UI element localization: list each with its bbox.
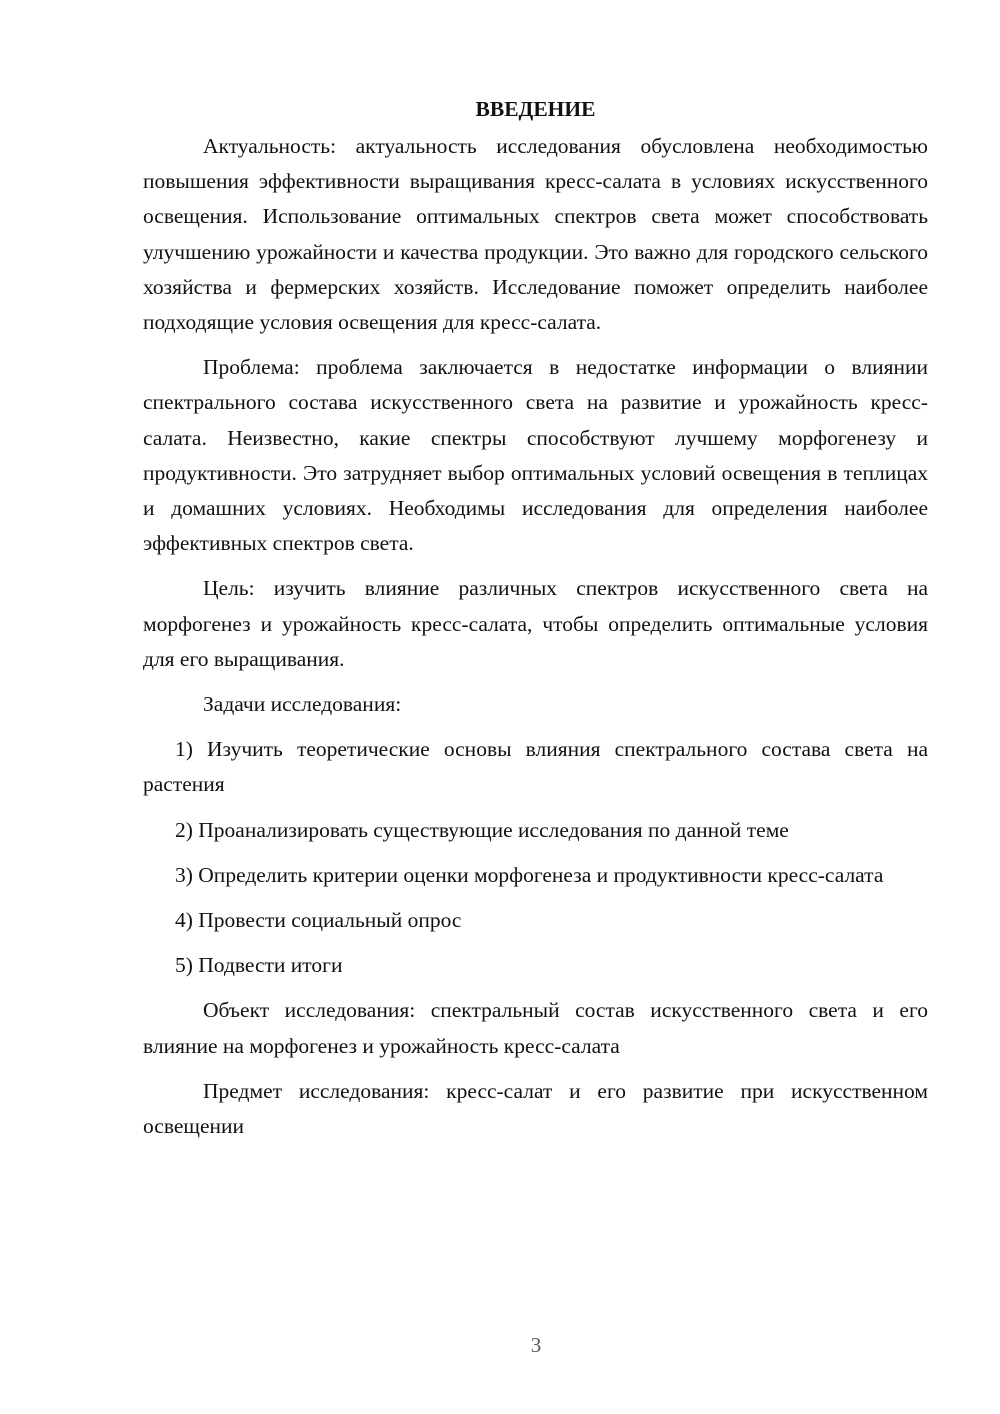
page-content xyxy=(143,92,928,1154)
goal-paragraph: Цель: изучить влияние различных спектров искусственного света на морфогенез и урожайность кресс-салата, чтобы определить оптимальные условия для его выращивания. xyxy=(143,576,928,671)
object-paragraph: Объект исследования: спектральный состав искусственного света и его влияние на морфогенез и урожайность кресс-салата xyxy=(143,998,928,1058)
page-number: 3 xyxy=(530,1333,542,1357)
section-heading: ВВЕДЕНИЕ xyxy=(475,97,596,121)
task-item-5: 5) Подвести итоги xyxy=(175,953,343,978)
task-item-4: 4) Провести социальный опрос xyxy=(175,908,462,933)
relevance-paragraph: Актуальность: актуальность исследования обусловлена необходимостью повышения эффективности выращивания кресс-салата в условиях искусственного освещения. Использование оптимальных спектров света может способствовать улучшению урожайности и качества продукции. Это важно для городского сельского хозяйства и фермерских хозяйств. Исследование поможет определить наиболее подходящие условия освещения для кресс-салата. xyxy=(143,134,928,335)
task-item-1: 1) Изучить теоретические основы влияния спектрального состава света на растения xyxy=(143,737,928,797)
problem-paragraph: Проблема: проблема заключается в недостатке информации о влиянии спектрального состава искусственного света на развитие и урожайность кресс-салата. Неизвестно, какие спектры способствуют лучшему морфогенезу и продуктивности. Это затрудняет выбор оптимальных условий освещения в теплицах и домашних условиях. Необходимы исследования для определения наиболее эффективных спектров света. xyxy=(143,355,928,556)
task-item-3: 3) Определить критерии оценки морфогенеза и продуктивности кресс-салата xyxy=(175,862,884,887)
subject-paragraph: Предмет исследования: кресс-салат и его развитие при искусственном освещении xyxy=(143,1078,928,1139)
tasks-title: Задачи исследования: xyxy=(203,692,402,717)
task-item-2: 2) Проанализировать существующие исследования по данной теме xyxy=(175,817,789,842)
